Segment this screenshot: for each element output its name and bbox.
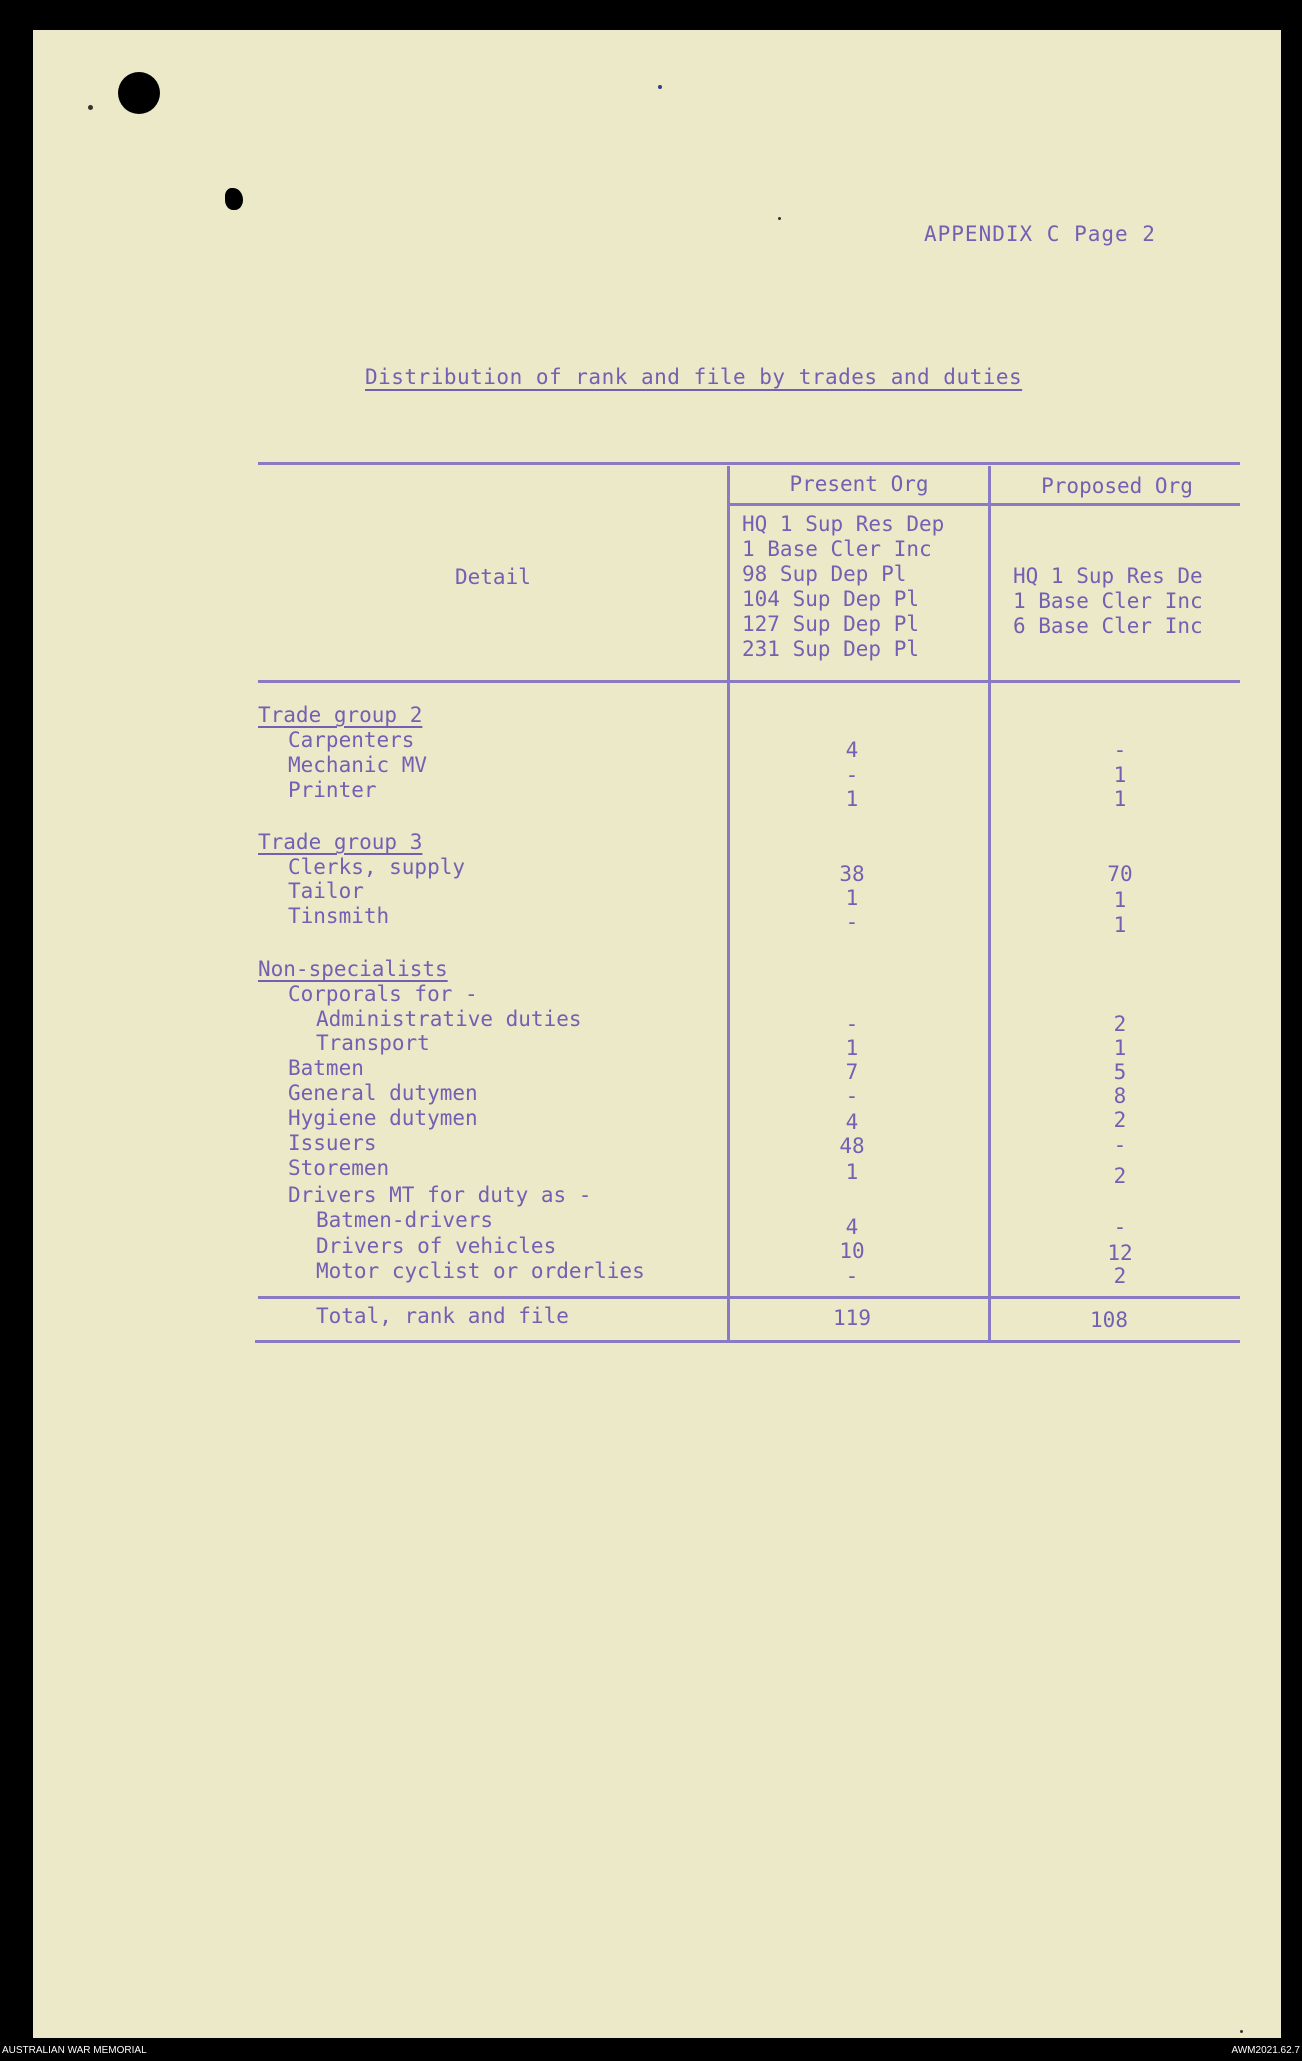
detail-header: Detail <box>455 565 531 589</box>
proposed-org-header: Proposed Org <box>1041 474 1193 498</box>
present-org-header: Present Org <box>789 472 929 496</box>
footer-reference: AWM2021.62.7 <box>1231 2045 1300 2056</box>
footer-institution: AUSTRALIAN WAR MEMORIAL <box>2 2045 147 2056</box>
present-units: HQ 1 Sup Res Dep 1 Base Cler Inc 98 Sup Dep Pl 104 Sup Dep Pl 127 Sup Dep Pl 231 Sup Dep Pl <box>742 512 945 661</box>
document-title: Distribution of rank and file by trades and duties <box>365 365 1023 389</box>
punch-hole <box>118 72 160 114</box>
proposed-units: HQ 1 Sup Res De 1 Base Cler Inc 6 Base Cler Inc <box>1013 564 1203 638</box>
page-heading: APPENDIX C Page 2 <box>924 222 1156 246</box>
punch-hole-torn <box>225 188 243 210</box>
